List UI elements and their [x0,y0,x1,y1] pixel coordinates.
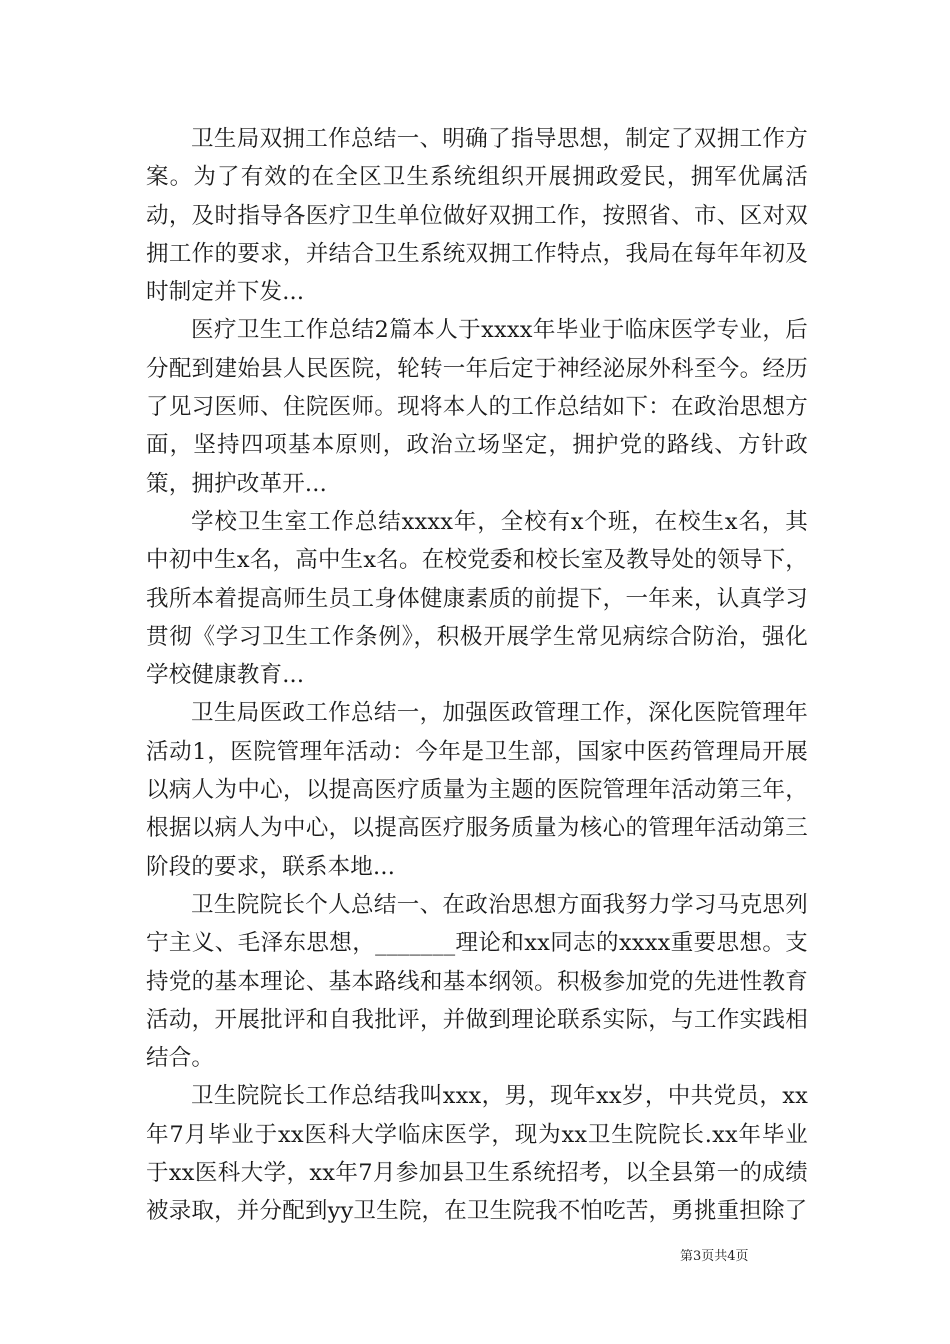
paragraph-dean-personal-summary: 卫生院院长个人总结一、在政治思想方面我努力学习马克思列宁主义、毛泽东思想，_______理论和xx同志的xxxx重要思想。支持党的基本理论、基本路线和基本纲领。积极参加党的先进性教育活动，开展批评和自我批评，并做到理论联系实际，与工作实践相结合。 [146,891,808,1072]
paragraph-shuangyong-summary: 卫生局双拥工作总结一、明确了指导思想，制定了双拥工作方案。为了有效的在全区卫生系统组织开展拥政爱民，拥军优属活动，及时指导各医疗卫生单位做好双拥工作，按照省、市、区对双拥工作的要求，并结合卫生系统双拥工作特点，我局在每年年初及时制定并下发... [146,126,808,306]
paragraph-school-clinic-summary: 学校卫生室工作总结xxxx年，全校有x个班，在校生x名，其中初中生x名，高中生x名。在校党委和校长室及教导处的领导下，我所本着提高师生员工身体健康素质的前提下，一年来，认真学习贯彻《学习卫生工作条例》，积极开展学生常见病综合防治，强化学校健康教育... [146,508,808,689]
paragraph-medical-work-summary: 医疗卫生工作总结2篇本人于xxxx年毕业于临床医学专业，后分配到建始县人民医院，轮转一年后定于神经泌尿外科至今。经历了见习医师、住院医师。现将本人的工作总结如下：在政治思想方面，坚持四项基本原则，政治立场坚定，拥护党的路线、方针政策，拥护改革开... [146,317,808,497]
paragraph-dean-work-summary: 卫生院院长工作总结我叫xxx，男，现年xx岁，中共党员，xx年7月毕业于xx医科大学临床医学，现为xx卫生院院长.xx年毕业于xx医科大学，xx年7月参加县卫生系统招考，以全县第一的成绩被录取，并分配到yy卫生院，在卫生院我不怕吃苦，勇挑重担除了 [146,1083,808,1225]
paragraph-medical-administration-summary: 卫生局医政工作总结一，加强医政管理工作，深化医院管理年活动1，医院管理年活动：今年是卫生部，国家中医药管理局开展以病人为中心，以提高医疗质量为主题的医院管理年活动第三年，根据以病人为中心，以提高医疗服务质量为核心的管理年活动第三阶段的要求，联系本地... [146,700,808,880]
document-body [146,120,808,1231]
page-number-footer: 第3页共4页 [680,1249,749,1264]
